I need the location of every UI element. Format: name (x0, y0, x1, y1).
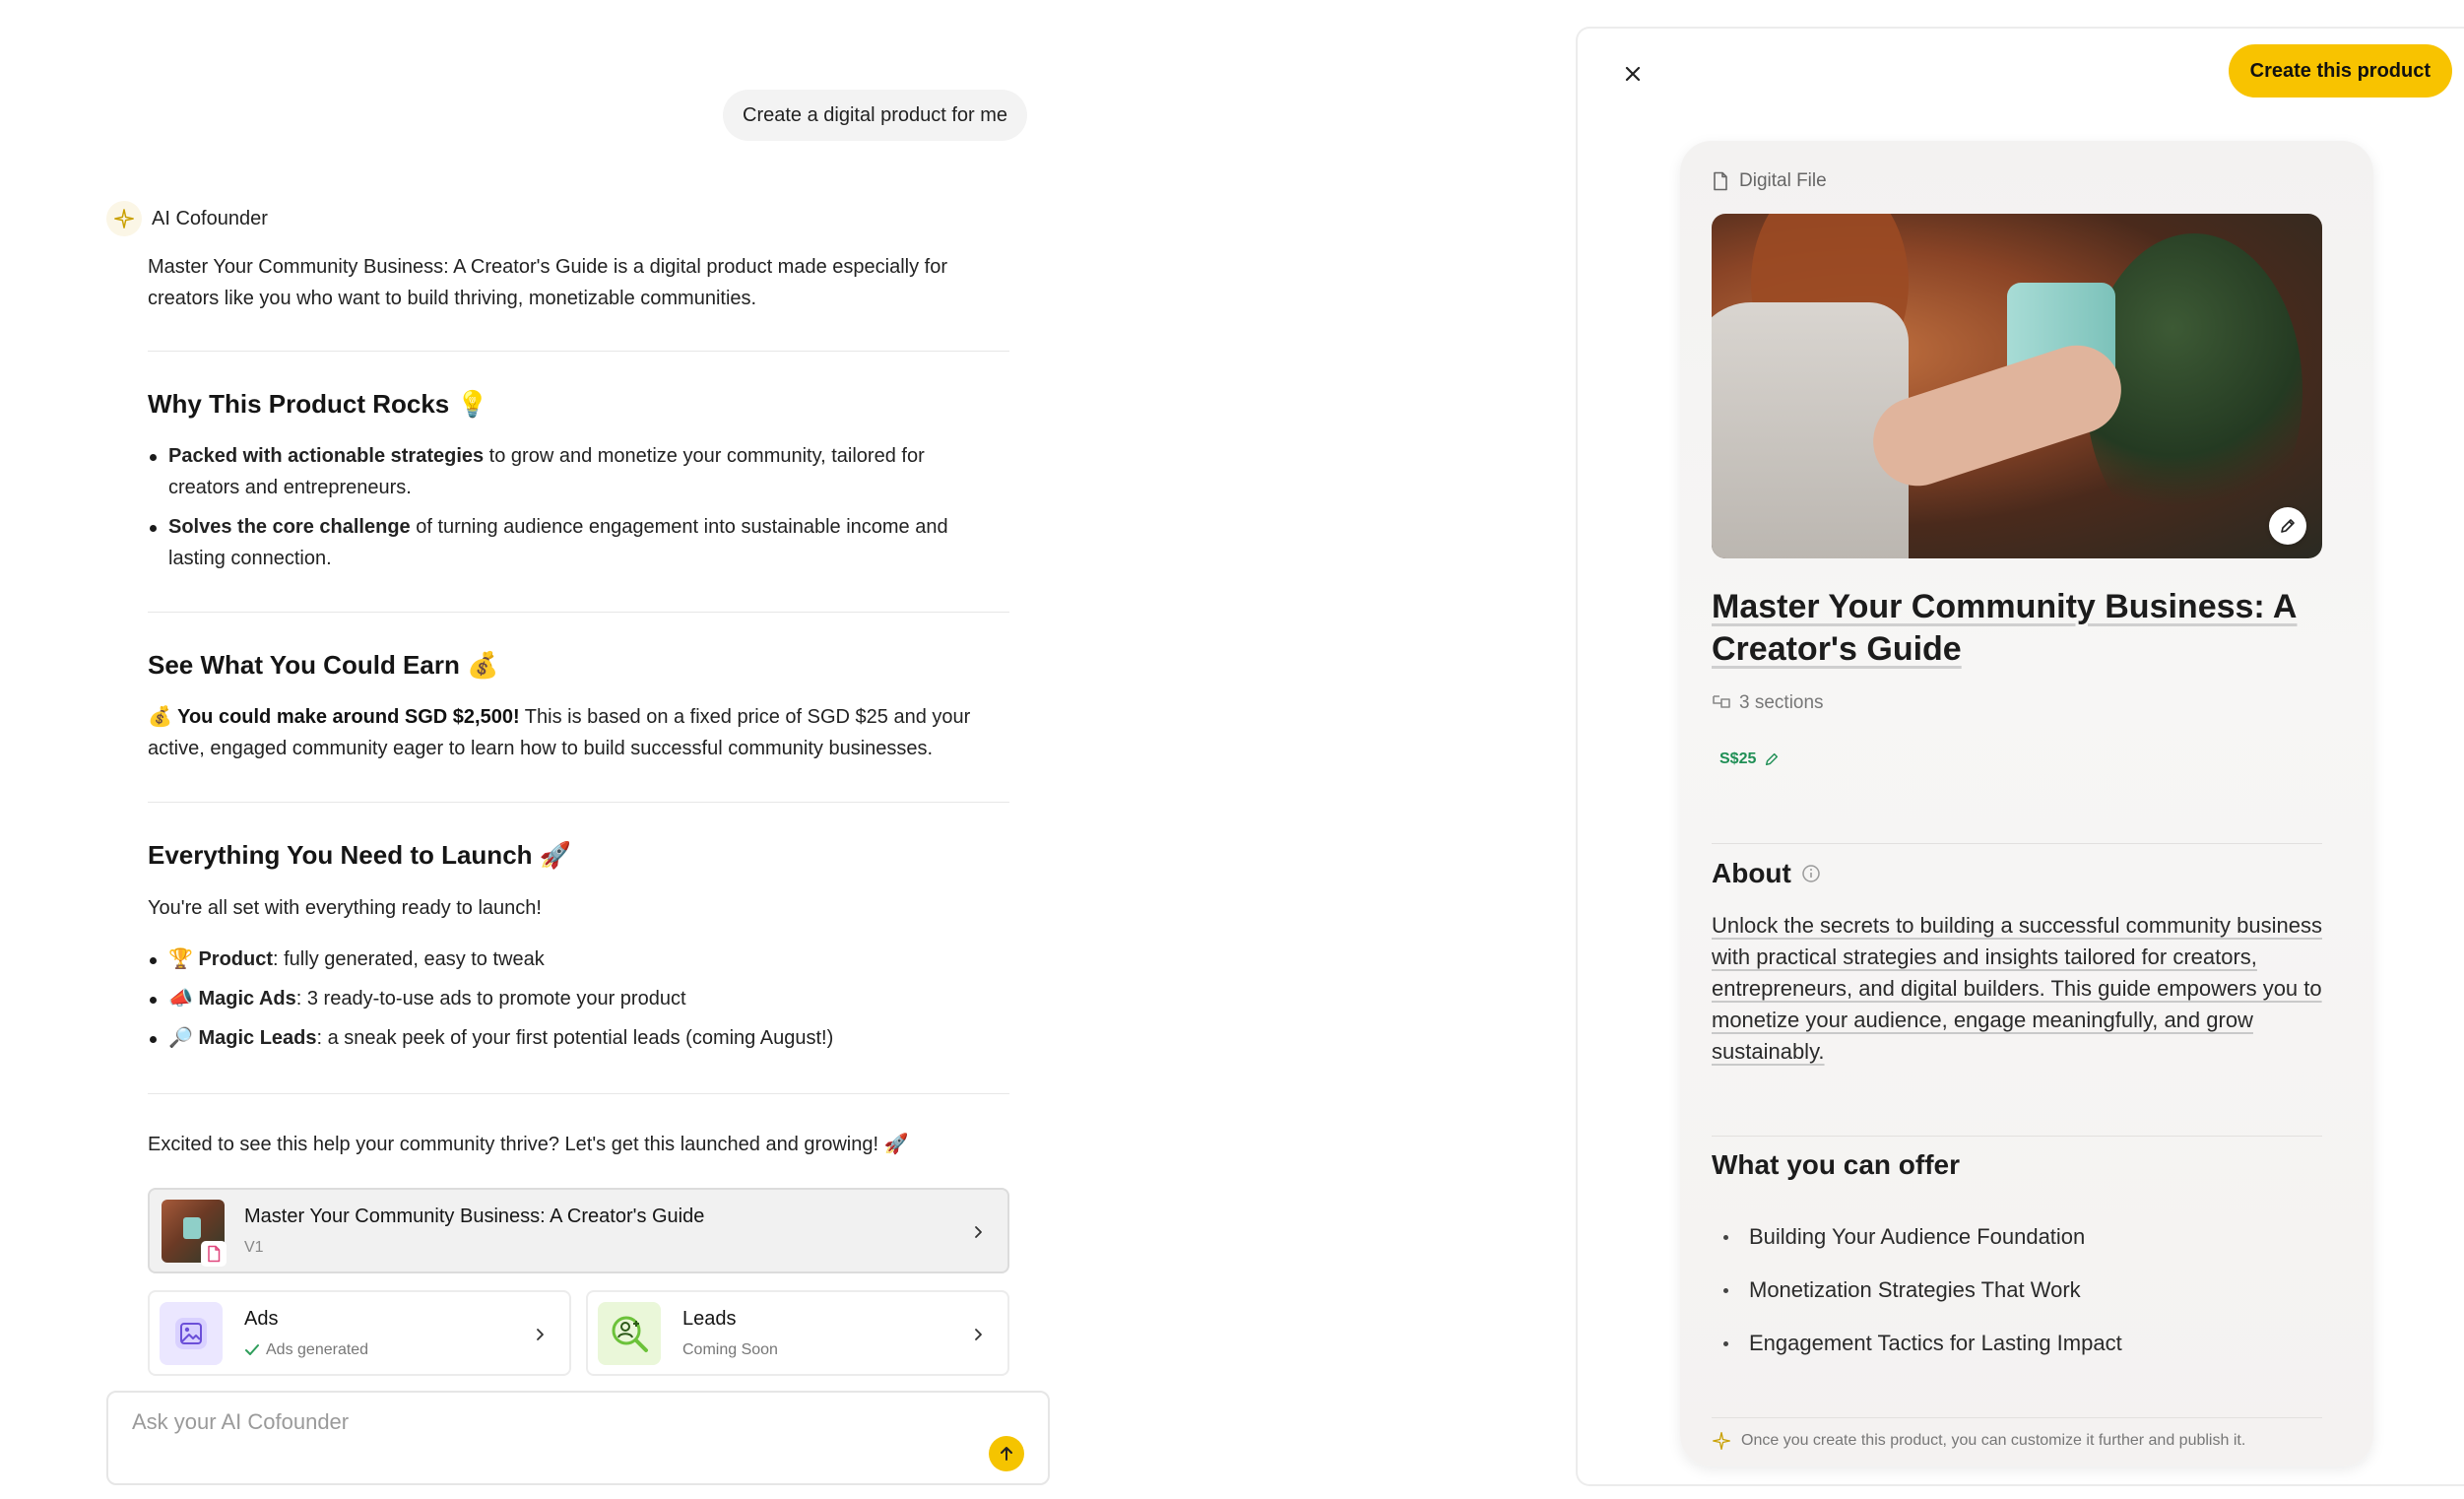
chevron-right-icon (972, 1328, 986, 1341)
close-icon (1624, 65, 1642, 83)
product-type-label: Digital File (1712, 170, 1827, 192)
leads-card-status: Coming Soon (682, 1341, 778, 1358)
list-item: Monetization Strategies That Work (1712, 1264, 2322, 1317)
file-icon (1712, 171, 1729, 191)
list-item: 🏆 Product: fully generated, easy to tweak (148, 944, 1014, 975)
sections-icon (1712, 694, 1731, 712)
about-text[interactable]: Unlock the secrets to building a successful community business with practical strategies and insights tailored for creators, entrepreneurs, and digital builders. This guide empowers you to monetize your audience, engage meaningfully, and grow sustainably. (1712, 913, 2322, 1064)
launch-heading: Everything You Need to Launch 🚀 (148, 840, 572, 870)
divider (1712, 1417, 2322, 1418)
list-item: Building Your Audience Foundation (1712, 1210, 2322, 1264)
edit-pencil-icon (2279, 517, 2297, 535)
divider (148, 1093, 1009, 1094)
divider (1712, 1136, 2322, 1137)
leads-card[interactable] (586, 1290, 1009, 1376)
product-card-title: Master Your Community Business: A Creator's Guide (244, 1206, 705, 1227)
info-icon[interactable] (1801, 864, 1821, 883)
leads-card-title: Leads (682, 1308, 737, 1330)
chat-input[interactable] (132, 1406, 979, 1438)
sparkle-icon (106, 201, 142, 236)
why-heading: Why This Product Rocks 💡 (148, 389, 488, 419)
intro-paragraph: Master Your Community Business: A Creator's Guide is a digital product made especially for creators like you who want to build thriving, monetizable communities. (148, 256, 947, 309)
list-item: 🔎 Magic Leads: a sneak peek of your first potential leads (coming August!) (148, 1022, 1014, 1054)
launch-list (148, 944, 1014, 1054)
product-sections: 3 sections (1712, 692, 1824, 714)
assistant-header (106, 201, 268, 236)
file-icon (201, 1241, 227, 1267)
divider (148, 351, 1009, 352)
send-button[interactable] (989, 1436, 1024, 1471)
product-preview-card (1680, 141, 2373, 1466)
divider (148, 612, 1009, 613)
assistant-name: AI Cofounder (152, 207, 268, 229)
user-message-bubble: Create a digital product for me (723, 90, 1027, 141)
divider (1712, 843, 2322, 844)
divider (148, 802, 1009, 803)
chat-composer (106, 1391, 1050, 1485)
close-button[interactable] (1617, 58, 1649, 90)
edit-pencil-icon (1764, 751, 1780, 767)
offer-heading: What you can offer (1712, 1149, 1961, 1180)
footer-note: Once you create this product, you can customize it further and publish it. (1712, 1431, 2245, 1451)
product-card[interactable] (148, 1188, 1009, 1273)
create-product-button[interactable]: Create this product (2229, 44, 2452, 98)
why-list (148, 440, 1014, 574)
about-heading: About (1712, 858, 1821, 889)
list-item: Engagement Tactics for Lasting Impact (1712, 1317, 2322, 1370)
closing-paragraph: Excited to see this help your community thrive? Let's get this launched and growing! 🚀 (148, 1134, 909, 1155)
chevron-right-icon (534, 1328, 548, 1341)
arrow-up-icon (998, 1445, 1015, 1463)
list-item: Packed with actionable strategies to grow and monetize your community, tailored for creators and entrepreneurs. (148, 440, 1014, 503)
sparkle-icon (1712, 1431, 1731, 1451)
earn-heading: See What You Could Earn 💰 (148, 650, 499, 680)
list-item: Solves the core challenge of turning audience engagement into sustainable income and lasting connection. (148, 511, 1014, 574)
ads-card[interactable] (148, 1290, 571, 1376)
offer-list (1712, 1210, 2322, 1370)
ads-card-title: Ads (244, 1308, 279, 1330)
list-item: 📣 Magic Ads: 3 ready-to-use ads to promote your product (148, 983, 1014, 1014)
edit-image-button[interactable] (2269, 507, 2306, 545)
chevron-right-icon (972, 1225, 986, 1239)
product-card-version: V1 (244, 1239, 264, 1256)
product-preview-panel (1576, 27, 2464, 1486)
product-cover-image (1712, 214, 2322, 558)
lead-search-icon (598, 1302, 661, 1365)
check-icon (244, 1343, 260, 1357)
image-icon (160, 1302, 223, 1365)
launch-lead: You're all set with everything ready to launch! (148, 897, 542, 919)
earn-paragraph: 💰 You could make around SGD $2,500! This is based on a fixed price of SGD $25 and your active, engaged community eager to learn how to build successful community businesses. (148, 706, 971, 759)
price-badge[interactable]: S$25 (1712, 744, 1787, 775)
product-title[interactable]: Master Your Community Business: A Creator's Guide (1712, 588, 2298, 668)
ads-card-status: Ads generated (244, 1341, 368, 1359)
